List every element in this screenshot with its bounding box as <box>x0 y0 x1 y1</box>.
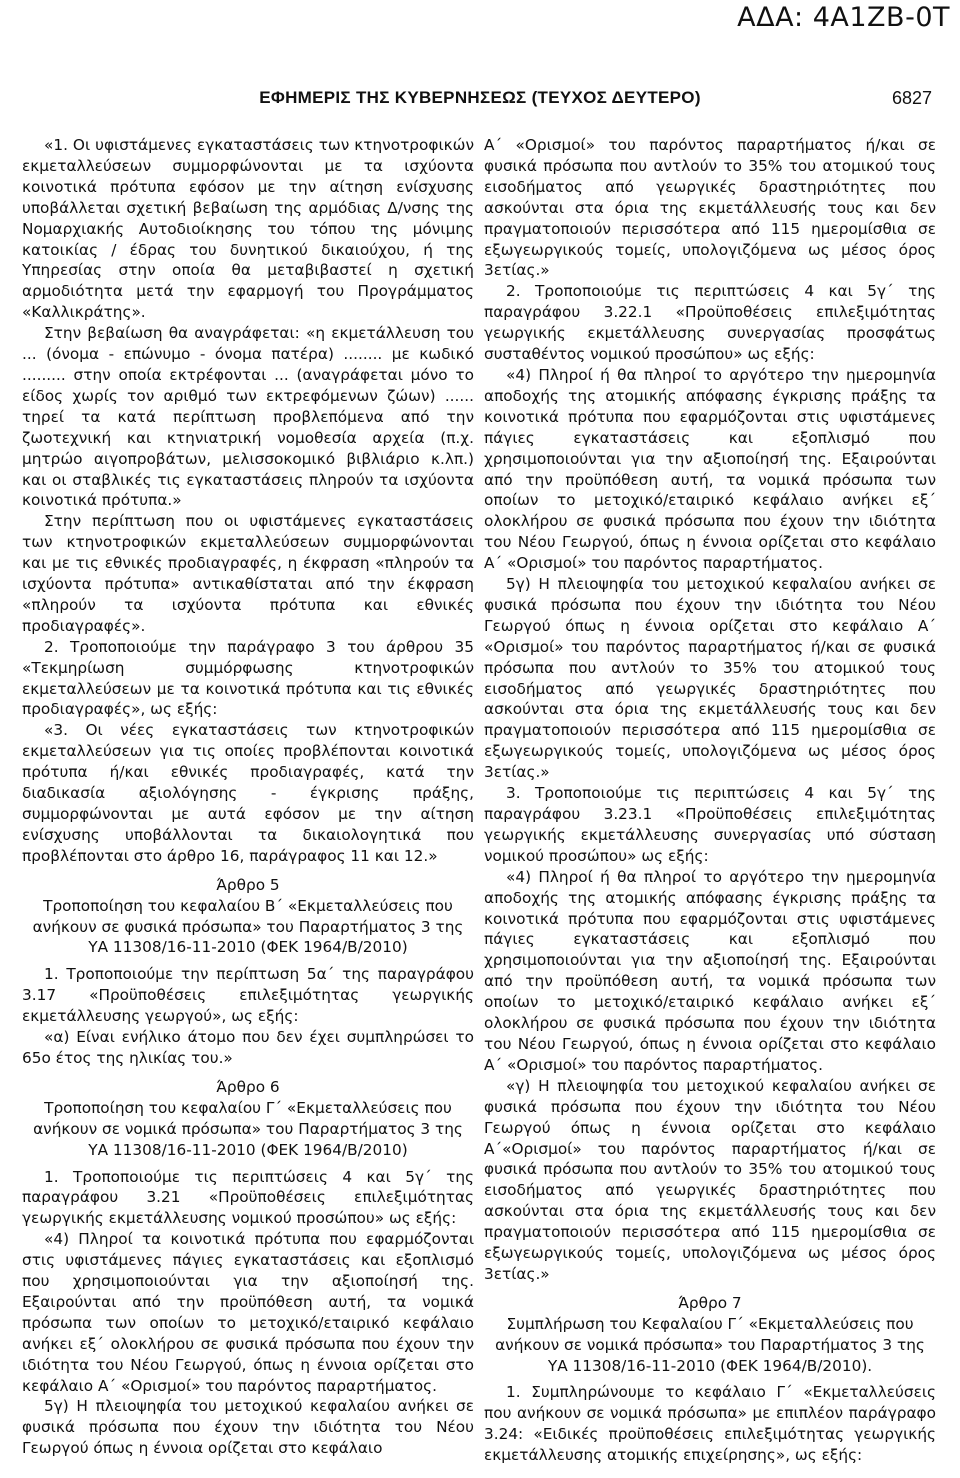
article-heading: Άρθρο 7 <box>678 1293 742 1312</box>
paragraph: 2. Τροποποιούμε την παράγραφο 3 του άρθρου 35 «Τεκμηρίωση συμμόρφωσης κτηνοτροφικών εκμεταλλεύσεων με τα κοινοτικά πρότυπα και τις εθνικές προδιαγραφές», ως εξής: <box>22 637 474 719</box>
paragraph: «4) Πληροί τα κοινοτικά πρότυπα που εφαρμόζονται στις υφιστάμενες πάγιες εγκαταστάσεις και εξοπλισμό που χρησιμοποιούνται για την αξιοποίησή της. Εξαιρούνται από την προϋπόθεση αυτή, τα νομικά πρόσωπα των οποίων το μετοχικό/εταιρικό κεφάλαιο ανήκει εξ΄ ολοκλήρου σε φυσικά πρόσωπα που έχουν την ιδιότητα του Νέου Γεωργού, όπως η έννοια ορίζεται στο κεφάλαιο Α΄ «Ορισμοί» του παρόντος παραρτήματος. <box>22 1230 474 1395</box>
paragraph: «4) Πληροί ή θα πληροί το αργότερο την ημερομηνία αποδοχής της ατομικής απόφασης έγκρισης πράξης τα κοινοτικά πρότυπα που εφαρμόζονται στις υφιστάμενες πάγιες εγκαταστάσεις και εξοπλισμό που χρησιμοποιούνται για την αξιοποίησή της. Εξαιρούνται από την προϋπόθεση αυτή, τα νομικά πρόσωπα των οποίων το μετοχικό/εταιρικό κεφάλαιο ανήκει εξ΄ ολοκλήρου σε φυσικά πρόσωπα που έχουν την ιδιότητα του Νέου Γεωργού, όπως η έννοια ορίζεται στο κεφάλαιο Α΄ «Ορισμοί» του παρόντος παραρτήματος. <box>484 867 936 1074</box>
paragraph: 2. Τροποποιούμε τις περιπτώσεις 4 και 5γ΄ της παραγράφου 3.22.1 «Προϋποθέσεις επιλεξιμότητας γεωργικής εκμετάλλευσης συνεργασίας προσφάτως συσταθέντος νομικού προσώπου» ως εξής: <box>484 282 936 364</box>
paragraph: 3. Τροποποιούμε τις περιπτώσεις 4 και 5γ΄ της παραγράφου 3.23.1 «Προϋποθέσεις επιλεξιμότητας γεωργικής εκμετάλλευσης συνεργασίας υπό σύσταση νομικού προσώπου» ως εξής: <box>484 784 936 865</box>
article-heading: Άρθρο 6 <box>216 1077 280 1096</box>
article-title: Συμπλήρωση του Κεφαλαίου Γ΄ «Εκμεταλλεύσεις που ανήκουν σε νομικά πρόσωπα» του Παραρτήματος 3 της ΥΑ 11308/16-11-2010 (ΦΕΚ 1964/Β/2010). <box>495 1314 925 1375</box>
paragraph: 1. Συμπληρώνουμε το κεφάλαιο Γ΄ «Εκμεταλλεύσεις που ανήκουν σε νομικά πρόσωπα» με επιπλέον παράγραφο 3.24: «Ειδικές προϋποθέσεις επιλεξιμότητας γεωργικής εκμετάλλευσης ατομικής επιχείρησης», ως εξής: <box>484 1383 936 1465</box>
gazette-title: ΕΦΗΜΕΡΙΣ ΤΗΣ ΚΥΒΕΡΝΗΣΕΩΣ (ΤΕΥΧΟΣ ΔΕΥΤΕΡΟ) <box>259 88 701 107</box>
page-number: 6827 <box>891 88 932 108</box>
paragraph: Στην βεβαίωση θα αναγράφεται: «η εκμετάλλευση του ... (όνομα - επώνυμο - όνομα πατέρα) ........ με κωδικό ......... στην οποία εκτρέφονται ... (αναγράφεται μόνο το είδος χωρίς τον αριθμό των εκτρεφόμενων ζώων) ...... τηρεί τα κατά περίπτωση προβλεπόμενα από την ζωοτεχνική και κτηνιατρική νομοθεσία αρχεία (π.χ. μητρώο αιγοπροβάτων, μελισσοκομικό βιβλιάριο κ.λπ.) και οι σταβλικές τις εγκαταστάσεις πληρούν τα ισχύοντα κοινοτικά πρότυπα.» <box>22 324 474 510</box>
paragraph: «1. Οι υφιστάμενες εγκαταστάσεις των κτηνοτροφικών εκμεταλλεύσεων συμμορφώνονται με τα ισχύοντα κοινοτικά πρότυπα εφόσον με την αίτηση ενίσχυσης υποβάλλεται σχετική βεβαίωση της αρμόδιας Δ/νσης της Νομαρχιακής Αυτοδιοίκησης του τόπου της μόνιμης κατοικίας / έδρας του δυνητικού δικαιούχου, ή της Υπηρεσίας στην οποία θα μεταβιβαστεί η σχετική αρμοδιότητα μετά την εφαρμογή του Προγράμματος «Καλλικράτης». <box>22 136 474 322</box>
article-title: Τροποποίηση του κεφαλαίου Β΄ «Εκμεταλλεύσεις που ανήκουν σε φυσικά πρόσωπα» του Παραρτήματος 3 της ΥΑ 11308/16-11-2010 (ΦΕΚ 1964/Β/2010) <box>32 896 464 957</box>
page-header <box>0 88 960 118</box>
paragraph: Στην περίπτωση που οι υφιστάμενες εγκαταστάσεις των κτηνοτροφικών εκμεταλλεύσεων συμμορφώνονται και με τις εθνικές προδιαγραφές, η έκφραση «πληρούν τα ισχύοντα πρότυπα» αντικαθίσταται από την έκφραση «πληρούν τα ισχύοντα πρότυπα και εθνικές προδιαγραφές». <box>22 512 474 635</box>
paragraph: 1. Τροποποιούμε τις περιπτώσεις 4 και 5γ΄ της παραγράφου 3.21 «Προϋποθέσεις επιλεξιμότητας γεωργικής εκμετάλλευσης νομικού προσώπου» ως εξής: <box>22 1167 474 1228</box>
article-heading: Άρθρο 5 <box>216 875 280 894</box>
ada-stamp: ΑΔΑ: 4Α1ΖΒ-0Τ <box>737 2 950 33</box>
paragraph: «4) Πληροί ή θα πληροί το αργότερο την ημερομηνία αποδοχής της ατομικής απόφασης έγκρισης πράξης τα κοινοτικά πρότυπα που εφαρμόζονται στις υφιστάμενες πάγιες εγκαταστάσεις και εξοπλισμό που χρησιμοποιούνται για την αξιοποίησή της. Εξαιρούνται από την προϋπόθεση αυτή, τα νομικά πρόσωπα των οποίων το μετοχικό/εταιρικό κεφάλαιο ανήκει εξ΄ ολοκλήρου σε φυσικά πρόσωπα που έχουν την ιδιότητα του Νέου Γεωργού, όπως η έννοια ορίζεται στο κεφάλαιο Α΄ «Ορισμοί» του παρόντος παραρτήματος. <box>484 365 936 573</box>
paragraph: 5γ) Η πλειοψηφία του μετοχικού κεφαλαίου ανήκει σε φυσικά πρόσωπα που έχουν την ιδιότητα του Νέου Γεωργού όπως η έννοια ορίζεται στο κεφάλαιο <box>22 1397 474 1458</box>
paragraph: 5γ) Η πλειοψηφία του μετοχικού κεφαλαίου ανήκει σε φυσικά πρόσωπα που έχουν την ιδιότητα του Νέου Γεωργού όπως η έννοια ορίζεται στο κεφάλαιο Α΄ «Ορισμοί» του παρόντος παραρτήματος ή/και σε φυσικά πρόσωπα που αντλούν το 35% του ατομικού τους εισοδήματος από γεωργικές δραστηριότητες που ασκούνται στα όρια της εκμετάλλευσής τους και δεν πραγματοποιούν περισσότερα από 115 ημερομίσθια σε εξωγεωργικούς τομείς, υπολογιζόμενα ως μέσος όρος 3ετίας.» <box>484 575 936 782</box>
paragraph: 1. Τροποποιούμε την περίπτωση 5α΄ της παραγράφου 3.17 «Προϋποθέσεις επιλεξιμότητας γεωργικής εκμετάλλευσης γεωργού», ως εξής: <box>22 965 474 1026</box>
right-column <box>484 135 936 1466</box>
article-title: Τροποποίηση του κεφαλαίου Γ΄ «Εκμεταλλεύσεις που ανήκουν σε νομικά πρόσωπα» του Παραρτήματος 3 της ΥΑ 11308/16-11-2010 (ΦΕΚ 1964/Β/2010) <box>33 1098 463 1159</box>
paragraph: «α) Είναι ενήλικο άτομο που δεν έχει συμπληρώσει το 65ο έτος της ηλικίας του.» <box>22 1028 474 1067</box>
paragraph: «γ) Η πλειοψηφία του μετοχικού κεφαλαίου ανήκει σε φυσικά πρόσωπα που έχουν την ιδιότητα του Νέου Γεωργού όπως η έννοια ορίζεται στο κεφάλαιο Α΄«Ορισμοί» του παρόντος παραρτήματος ή/και σε φυσικά πρόσωπα που αντλούν το 35% του ατομικού τους εισοδήματος από γεωργικές δραστηριότητες που ασκούνται στα όρια της εκμετάλλευσής τους και δεν πραγματοποιούν περισσότερα από 115 ημερομίσθια σε εξωγεωργικούς τομείς, υπολογιζόμενα ως μέσος όρος 3ετίας.» <box>484 1076 936 1283</box>
paragraph: «3. Οι νέες εγκαταστάσεις των κτηνοτροφικών εκμεταλλεύσεων για τις οποίες προβλέπονται κοινοτικά πρότυπα ή/και εθνικές προδιαγραφές, κατά την διαδικασία αξιολόγησης - έγκρισης πράξης, συμμορφώνονται με αυτά εφόσον με την αίτηση ενίσχυσης υποβάλλονται τα δικαιολογητικά που προβλέπονται στο άρθρο 16, παράγραφος 11 και 12.» <box>22 721 474 865</box>
paragraph: Α΄ «Ορισμοί» του παρόντος παραρτήματος ή/και σε φυσικά πρόσωπα που αντλούν το 35% του ατομικού τους εισοδήματος από γεωργικές δραστηριότητες που ασκούνται στα όρια της εκμετάλλευσής τους και δεν πραγματοποιούν περισσότερα από 115 ημερομίσθια σε εξωγεωργικούς τομείς, υπολογιζόμενα ως μέσος όρος 3ετίας.» <box>484 136 936 280</box>
left-column <box>22 135 474 1459</box>
